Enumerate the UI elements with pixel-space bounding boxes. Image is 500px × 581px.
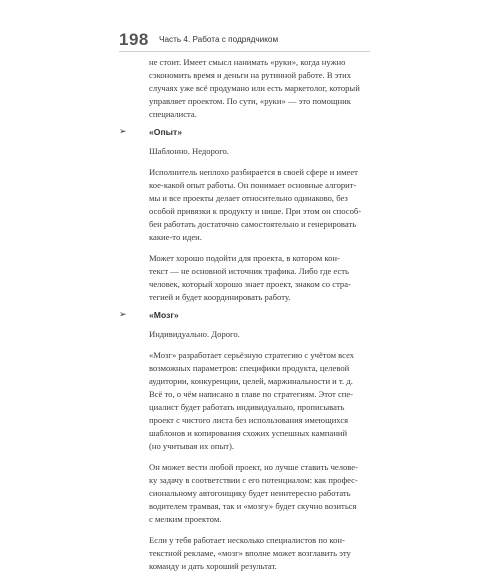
text-line: проект с чистого листа без использования имеющихся bbox=[149, 415, 349, 425]
text-line: Он может вести любой проект, но лучше ставить челове- bbox=[149, 462, 358, 472]
chapter-title: Часть 4. Работа с подрядчиком bbox=[159, 35, 279, 44]
text-line: шаблонов и копирования схожих успешных кампаний bbox=[149, 428, 348, 438]
text-line: мы и все проекты делает относительно одинаково, без bbox=[149, 193, 348, 203]
text-line: бен работать достаточно самостоятельно и генерировать bbox=[149, 219, 357, 229]
text-line: Шаблонно. Недорого. bbox=[149, 146, 229, 156]
text-line: водителем трамвая, так и «мозгу» будет скучно возиться bbox=[149, 501, 357, 511]
paragraph-experience-short bbox=[119, 145, 370, 158]
page-number: 198 bbox=[119, 30, 149, 49]
text-line: текстной рекламе, «мозг» вполне может возглавить эту bbox=[149, 548, 351, 558]
bullet-experience bbox=[119, 126, 370, 139]
text-line: Всё то, о чём написано в главе по стратегиям. Этот спе- bbox=[149, 389, 354, 399]
text-line: возможных параметров: специфики продукта, целевой bbox=[149, 363, 350, 373]
arrowhead-bullet-icon: ➢ bbox=[119, 310, 127, 320]
text-line: человек, который хорошо знает проект, знаком со стра- bbox=[149, 279, 351, 289]
paragraph-experience-description bbox=[119, 166, 370, 244]
text-line: циалист будет работать индивидуально, прописывать bbox=[149, 402, 345, 412]
text-line: особой привязки к продукту и нише. При этом он способ- bbox=[149, 206, 362, 216]
text-line: Если у тебя работает несколько специалистов по кон- bbox=[149, 535, 345, 545]
paragraph-brain-description bbox=[119, 349, 370, 453]
text-line: какие-то идеи. bbox=[149, 232, 202, 242]
paragraph-experience-fit bbox=[119, 252, 370, 304]
page-body bbox=[119, 56, 370, 581]
text-line: не стоит. Имеет смысл нанимать «руки», когда нужно bbox=[149, 57, 346, 67]
bullet-label-brain: «Мозг» bbox=[149, 310, 179, 320]
paragraph-hands-summary bbox=[119, 56, 370, 121]
text-line: текст — не основной источник трафика. Либо где есть bbox=[149, 266, 349, 276]
text-line: ку задачу в соответствии с его потенциалом: как профес- bbox=[149, 475, 358, 485]
text-line: сэкономить время и деньги на рутинной работе. В этих bbox=[149, 70, 352, 80]
text-line: случаях уже всё продумано или есть маркетолог, который bbox=[149, 83, 360, 93]
paragraph-brain-short bbox=[119, 328, 370, 341]
paragraph-brain-team bbox=[119, 534, 370, 573]
text-line: управляет проектом. По сути, «руки» — это помощник bbox=[149, 96, 351, 106]
text-line: команду и дать хороший результат. bbox=[149, 561, 277, 571]
paragraph-brain-projects bbox=[119, 461, 370, 526]
text-line: тегией и будет координировать работу. bbox=[149, 292, 291, 302]
bullet-brain bbox=[119, 309, 370, 322]
text-line: специалиста. bbox=[149, 109, 197, 119]
bullet-label-experience: «Опыт» bbox=[149, 127, 182, 137]
text-line: сиональному автогонщику будет неинтересно работать bbox=[149, 488, 351, 498]
page-header bbox=[119, 30, 419, 50]
text-line: Индивидуально. Дорого. bbox=[149, 329, 240, 339]
text-line: Исполнитель неплохо разбирается в своей сфере и имеет bbox=[149, 167, 358, 177]
text-line: (но учитывая их опыт). bbox=[149, 441, 234, 451]
text-line: «Мозг» разработает серьёзную стратегию с учётом всех bbox=[149, 350, 355, 360]
text-line: аудитории, конкуренции, целей, маржинальности и т. д. bbox=[149, 376, 353, 386]
header-divider bbox=[119, 51, 370, 52]
text-line: кое-какой опыт работы. Он понимает основные алгорит- bbox=[149, 180, 357, 190]
text-line: с мелким проектом. bbox=[149, 514, 222, 524]
text-line: Может хорошо подойти для проекта, в котором кон- bbox=[149, 253, 340, 263]
arrowhead-bullet-icon: ➢ bbox=[119, 127, 127, 137]
